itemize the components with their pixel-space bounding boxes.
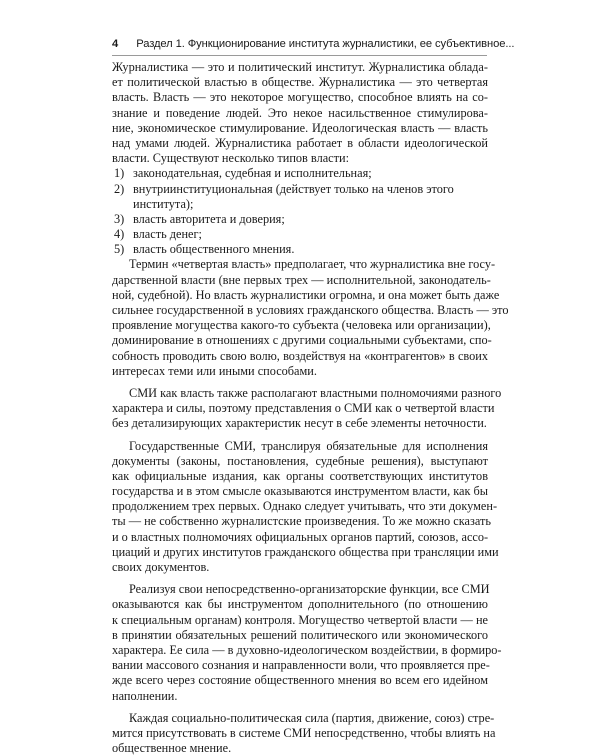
text-line: власть. Власть — это некоторое могущество, способное влиять на со- — [112, 90, 488, 105]
body-text — [112, 60, 509, 756]
text-line: документы (законы, постановления, судебные решения), выступают — [112, 453, 488, 468]
text-line: ной, судебной). Но власть журналистики огромна, и она может быть даже — [112, 287, 500, 302]
text-line: доминирование в отношениях с другими социальными субъектами, спо- — [112, 333, 492, 348]
text-line: проявление могущества какого-то субъекта (человека или организации), — [112, 318, 491, 333]
text-line: и о властных полномочиях официальных органов партий, союзов, ассо- — [112, 529, 489, 544]
text-line: общественное мнение. — [112, 741, 232, 756]
list-number: 1) — [114, 166, 125, 181]
text-line: ты — не собственно журналистские произведения. То же можно сказать — [112, 514, 491, 529]
text-line: к специальным органам) контроля. Могущество четвертой власти — не — [112, 612, 488, 627]
text-line: интересах теми или иными способами. — [112, 363, 317, 378]
section-title: Раздел 1. Функционирование института журналистики, ее субъективное... — [136, 37, 515, 50]
list-item — [112, 166, 488, 181]
paragraph-gap — [112, 379, 488, 386]
text-line: Каждая социально-политическая сила (партия, движение, союз) стре- — [129, 710, 495, 725]
running-header — [112, 37, 515, 50]
text-line: Реализуя свои непосредственно-организаторские функции, все СМИ — [129, 582, 490, 597]
paragraph — [112, 385, 502, 432]
list-text: власть авторитета и доверия; — [133, 211, 285, 226]
text-line: Государственные СМИ, транслируя обязательные для исполнения — [129, 438, 488, 453]
text-line: СМИ как власть также располагают властными полномочиями разного — [129, 385, 502, 400]
page-number: 4 — [112, 37, 119, 50]
text-line: ет политической властью в обществе. Журналистика — это четвертая — [112, 75, 488, 90]
list-number: 3) — [114, 211, 125, 226]
text-line: над умами людей. Журналистика работает в области идеологической — [112, 135, 488, 150]
text-line: собность проводить свою волю, воздействуя на «контрагентов» в своих — [112, 348, 488, 363]
text-line: вании массового сознания и направленности воли, что проявляется пре- — [112, 658, 490, 673]
text-line: циаций и других институтов гражданского общества при трансляции ими — [112, 544, 499, 559]
list-text: внутриинституциональная (действует только на членов этого — [133, 181, 454, 196]
text-line: характера. Ее сила — в духовно-идеологическом воздействии, в формиро- — [112, 642, 502, 657]
text-line: без детализирующих характеристик несут в себе элементы неточности. — [112, 416, 487, 431]
paragraph — [112, 710, 496, 756]
text-line: в принятии обязательных решений политического или экономического — [112, 627, 488, 642]
text-line: ние, экономическое стимулирование. Идеологическая власть — власть — [112, 120, 488, 135]
paragraph — [112, 257, 509, 379]
paragraph-gap — [112, 704, 488, 711]
list-item — [112, 242, 488, 257]
text-line: власти. Существуют несколько типов власти: — [112, 151, 350, 166]
power-types-list — [112, 166, 488, 257]
list-text: власть общественного мнения. — [133, 242, 295, 257]
paragraph-gap — [112, 575, 488, 582]
text-line: Термин «четвертая власть» предполагает, что журналистика вне госу- — [129, 257, 496, 272]
text-line: дарственной власти (вне первых трех — исполнительной, законодатель- — [112, 272, 491, 287]
header-rule — [112, 55, 487, 56]
text-line: сильнее государственной в условиях гражданского общества. Власть — это — [112, 303, 509, 317]
paragraph — [112, 582, 502, 704]
text-line: Журналистика — это и политический институт. Журналистика облада- — [112, 60, 488, 74]
text-line: жде всего через состояние общественного мнения во всем его идейном — [112, 673, 488, 688]
list-text-continuation: института); — [133, 196, 194, 211]
list-item — [112, 182, 488, 197]
text-line: продолжением трех первых. Однако следует учитывать, что эти докумен- — [112, 499, 498, 514]
list-number: 5) — [114, 242, 125, 257]
text-line: мится присутствовать в системе СМИ непосредственно, чтобы влиять на — [112, 725, 496, 740]
text-line: государства и в этом смысле оказываются инструментом власти, как бы — [112, 484, 489, 499]
list-number: 4) — [114, 227, 125, 242]
list-text: законодательная, судебная и исполнительная; — [133, 166, 372, 181]
text-line: оказываются как бы инструментом дополнительного (по отношению — [112, 597, 488, 612]
text-line: своих документов. — [112, 560, 210, 574]
list-number: 2) — [114, 181, 125, 196]
text-line: знание и поведение людей. Это некое насильственное стимулирова- — [112, 105, 488, 120]
paragraph — [112, 438, 499, 576]
list-item — [112, 227, 488, 242]
list-item — [112, 212, 488, 227]
text-line: характера и силы, поэтому представления о СМИ как о четвертой власти — [112, 401, 495, 416]
paragraph-gap — [112, 432, 488, 439]
paragraph — [112, 60, 488, 166]
list-text: власть денег; — [133, 227, 202, 242]
text-line: как официальные издания, как органы соответствующих институтов — [112, 468, 488, 483]
text-line: наполнении. — [112, 688, 178, 703]
